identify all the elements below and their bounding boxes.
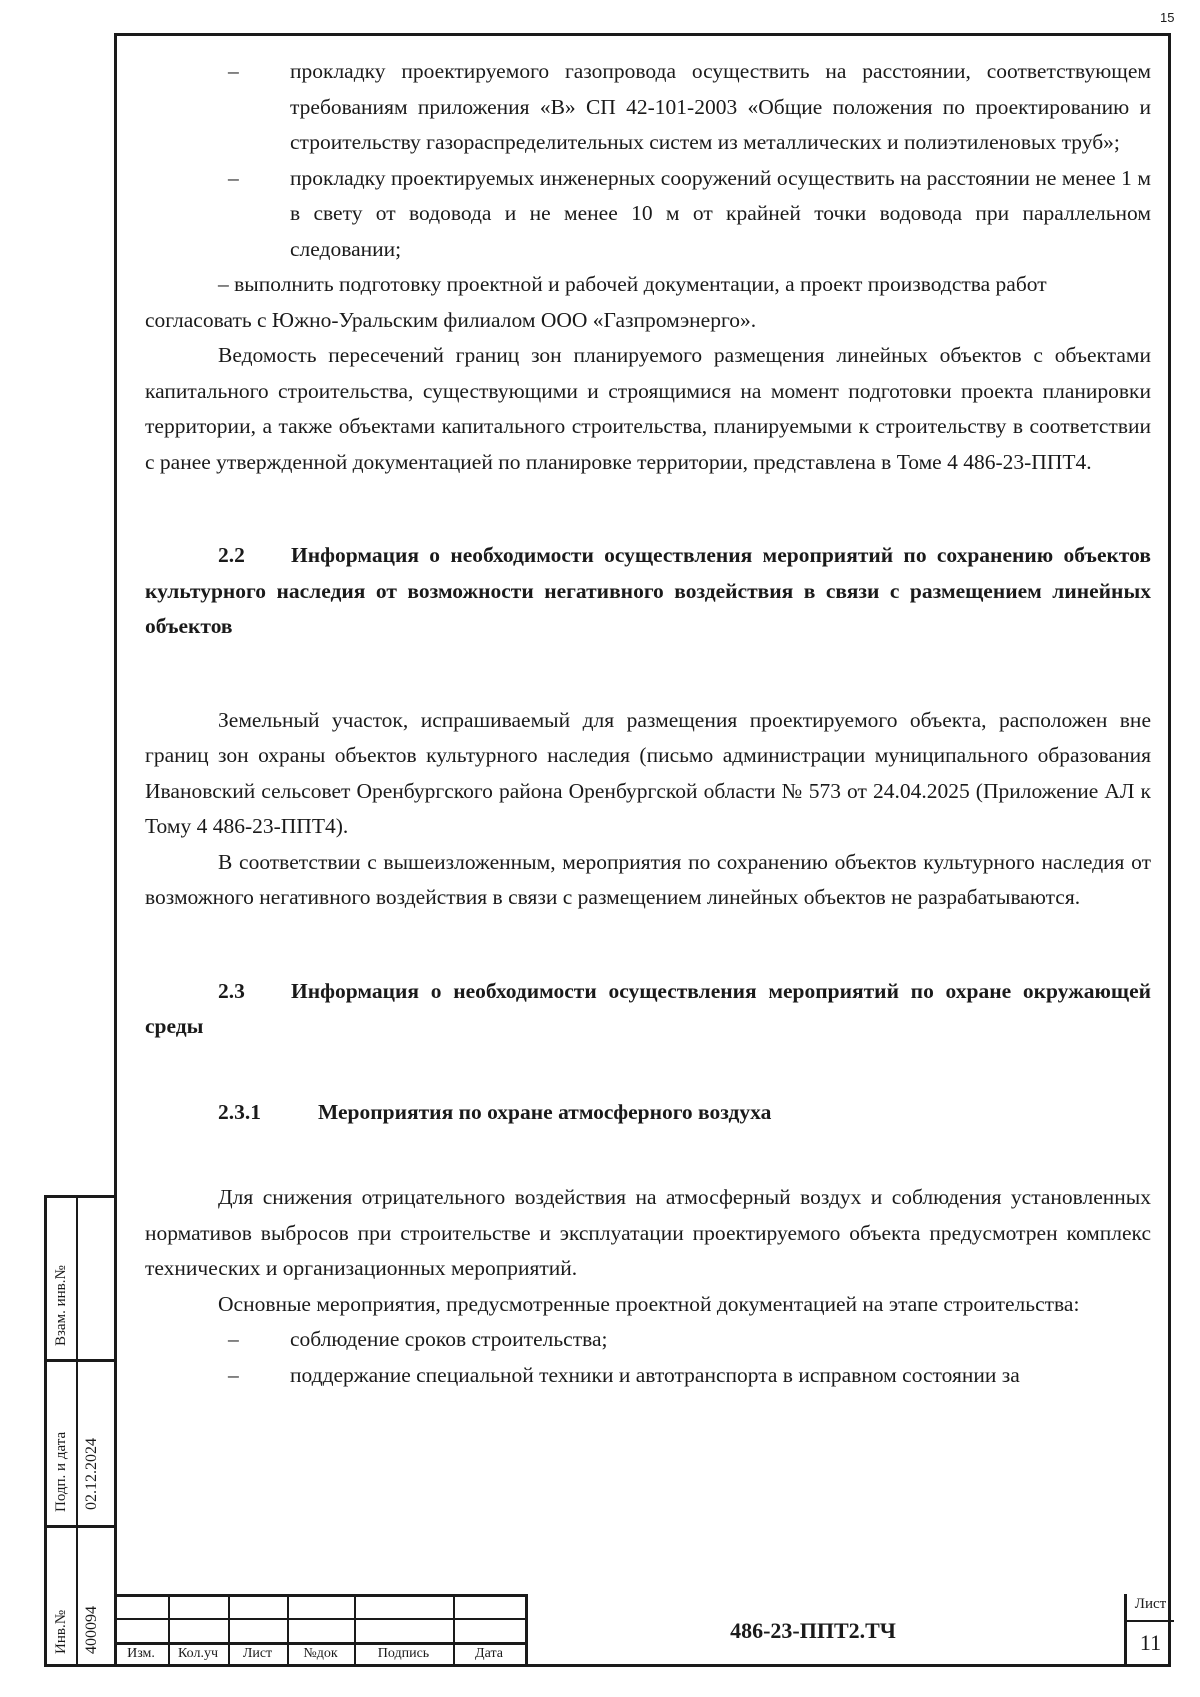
list-item [145, 54, 1151, 161]
vzam-label: Взам. инв.№ [53, 1265, 69, 1346]
side-stamp-vzam [47, 1198, 114, 1362]
list-item [145, 1322, 1151, 1358]
sheet-box [1124, 1594, 1174, 1667]
paragraph-text: прокладку проектируемого газопровода осуществить на расстоянии, соответствующем требованиям приложения «В» СП 42-101-2003 «Общие положения по проектированию и строительству газораспределительных систем из металлических и полиэтиленовых труб»; [290, 59, 1151, 154]
side-stamp-inv [47, 1528, 114, 1670]
col-list: Лист [242, 1646, 273, 1661]
section-heading-2-3 [145, 974, 1151, 1045]
col-izm: Изм. [127, 1646, 155, 1661]
section-heading-2-2 [145, 538, 1151, 645]
heading-text: Мероприятия по охране атмосферного воздуха [318, 1099, 772, 1124]
paragraph: – выполнить подготовку проектной и рабочей документации, а проект производства работ согласовать с Южно-Уральским филиалом ООО «Газпромэнерго». [145, 272, 1047, 332]
page-number: 15 [1160, 10, 1175, 25]
side-stamp [44, 1195, 114, 1667]
section-heading-2-3-1 [145, 1095, 1151, 1131]
inv-label: Инв.№ [53, 1609, 69, 1654]
heading-number: 2.3.1 [218, 1099, 261, 1124]
title-block [114, 1594, 1171, 1667]
paragraph: В соответствии с вышеизложенным, мероприятия по сохранению объектов культурного наследия от возможного негативного воздействия в связи с размещением линейных объектов не разрабатываются. [145, 849, 1151, 909]
dash-marker: – [228, 59, 239, 83]
col-podpis: Подпись [377, 1646, 430, 1661]
heading-number: 2.3 [218, 978, 245, 1003]
paragraph: Основные мероприятия, предусмотренные проектной документацией на этапе строительства: [218, 1291, 1080, 1316]
paragraph: Для снижения отрицательного воздействия на атмосферный воздух и соблюдения установленных нормативов выбросов при строительстве и эксплуатации проектируемого объекта предусмотрен комплекс технических и организационных мероприятий. [145, 1185, 1151, 1280]
revision-table [114, 1594, 525, 1667]
col-data: Дата [475, 1646, 503, 1661]
paragraph-text: соблюдение сроков строительства; [290, 1327, 608, 1351]
paragraph: Ведомость пересечений границ зон планируемого размещения линейных объектов с объектами капитального строительства, существующими и строящимися на момент подготовки проекта планировки территории, а также объектами капитального строительства, планируемыми к строительству в соответствии с ранее утвержденной документацией по планировке территории, представлена в Томе 4 486-23-ППТ4. [145, 343, 1151, 474]
heading-text: Информация о необходимости осуществления мероприятий по сохранению объектов культурного наследия от возможности негативного воздействия в связи с размещением линейных объектов [145, 543, 1151, 638]
heading-number: 2.2 [218, 543, 245, 567]
inv-value: 400094 [83, 1606, 100, 1654]
dash-marker: – [228, 1362, 239, 1387]
side-stamp-podp [47, 1362, 114, 1528]
sheet-label: Лист [1134, 1596, 1167, 1612]
podp-date: 02.12.2024 [83, 1438, 100, 1510]
document-code: 486-23-ППТ2.ТЧ [730, 1617, 896, 1643]
document-body [145, 54, 1151, 1393]
col-koluch: Кол.уч [178, 1646, 218, 1661]
list-item [145, 1358, 1151, 1394]
list-item [145, 161, 1151, 268]
paragraph: Земельный участок, испрашиваемый для размещения проектируемого объекта, расположен вне границ зон охраны объектов культурного наследия (письмо администрации муниципального образования Ивановский сельсовет Оренбургского района Оренбургской области № 573 от 24.04.2025 (Приложение АЛ к Тому 4 486-23-ППТ4). [145, 707, 1151, 838]
heading-text: Информация о необходимости осуществления мероприятий по охране окружающей среды [145, 978, 1151, 1038]
paragraph-text: поддержание специальной техники и автотранспорта в исправном состоянии за [290, 1362, 1020, 1387]
dash-marker: – [228, 1327, 239, 1351]
podp-label: Подп. и дата [53, 1431, 69, 1512]
sheet-number: 11 [1139, 1630, 1162, 1655]
dash-marker: – [228, 165, 239, 190]
col-ndok: №док [303, 1646, 338, 1661]
paragraph-text: прокладку проектируемых инженерных сооружений осуществить на расстоянии не менее 1 м в свету от водовода и не менее 10 м от крайней точки водовода при параллельном следовании; [290, 165, 1151, 261]
